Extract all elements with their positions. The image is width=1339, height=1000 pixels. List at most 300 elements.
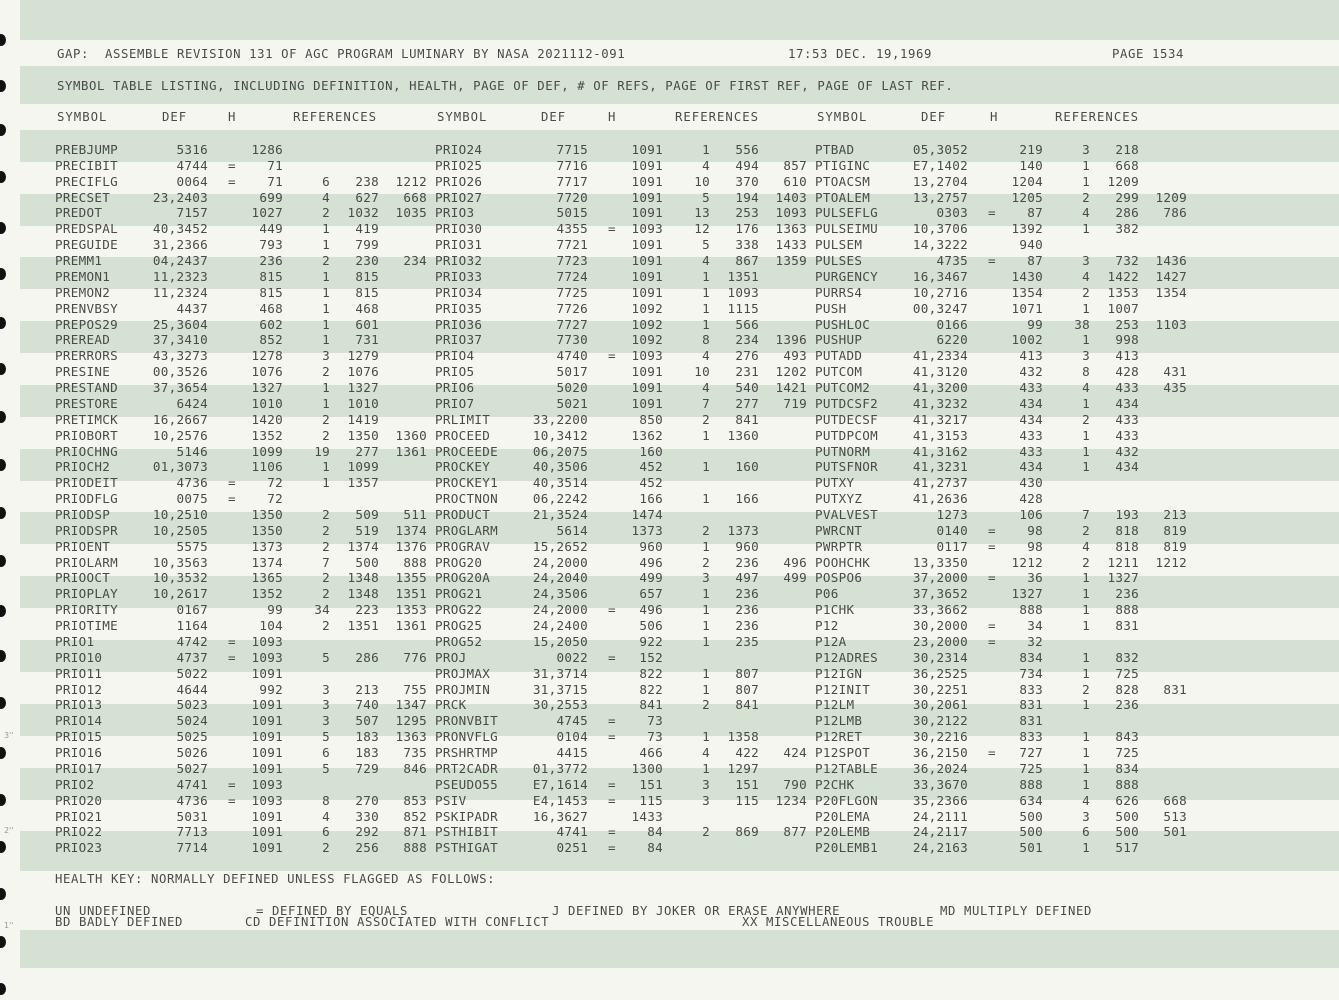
page-of-def: 1091	[251, 840, 283, 856]
health-flag: =	[988, 618, 996, 634]
definition: 14,3222	[912, 237, 968, 253]
definition: 25,3604	[152, 316, 208, 332]
page-of-def: 506	[639, 618, 663, 634]
margin-mark: 2''	[4, 826, 14, 835]
symbol-name: PREREAD	[55, 332, 111, 348]
first-ref: 330	[355, 808, 379, 824]
table-row	[0, 396, 1339, 412]
first-ref: 1348	[347, 586, 379, 602]
symbol-name: PSTHIBIT	[435, 824, 499, 840]
definition: 41,2334	[912, 348, 968, 364]
last-ref: 857	[783, 157, 807, 173]
symbol-name: P06	[815, 586, 839, 602]
table-row	[0, 253, 1339, 269]
definition: 24,2111	[912, 808, 968, 824]
first-ref: 1327	[1107, 570, 1139, 586]
page-of-def: 73	[647, 713, 663, 729]
first-ref: 807	[735, 665, 759, 681]
table-row	[0, 459, 1339, 475]
definition: 5022	[176, 665, 208, 681]
definition: 10,2716	[912, 284, 968, 300]
page-of-def: 104	[259, 618, 283, 634]
page-of-def: 602	[259, 316, 283, 332]
page-of-def: 1373	[251, 538, 283, 554]
col-header-def: DEF	[921, 110, 947, 124]
last-ref: 496	[783, 554, 807, 570]
symbol-name: P12RET	[815, 729, 863, 745]
last-ref: 1035	[395, 205, 427, 221]
last-ref: 1359	[775, 253, 807, 269]
first-ref: 433	[1115, 380, 1139, 396]
last-ref: 1354	[1155, 284, 1187, 300]
first-ref: 176	[735, 221, 759, 237]
page-of-def: 1091	[631, 364, 663, 380]
first-ref: 729	[355, 760, 379, 776]
symbol-name: PTIGINC	[815, 157, 871, 173]
ref-count: 1	[322, 268, 330, 284]
page-of-def: 219	[1019, 142, 1043, 157]
col-header-health: H	[608, 110, 617, 124]
ref-count: 2	[322, 840, 330, 856]
definition: 04,2437	[152, 253, 208, 269]
definition: 30,2553	[532, 697, 588, 713]
first-ref: 468	[355, 300, 379, 316]
ref-count: 6	[322, 173, 330, 189]
last-ref: 234	[403, 253, 427, 269]
last-ref: 819	[1163, 538, 1187, 554]
symbol-name: PRIOPLAY	[55, 586, 119, 602]
definition: 5146	[176, 443, 208, 459]
definition: 36,2024	[912, 760, 968, 776]
health-key-bd: BD BADLY DEFINED	[55, 915, 184, 929]
table-row	[0, 317, 1339, 333]
definition: 41,3200	[912, 380, 968, 396]
page-of-def: 1420	[251, 411, 283, 427]
ref-count: 2	[1082, 411, 1090, 427]
symbol-name: P20LEMA	[815, 808, 871, 824]
col-header-references: REFERENCES	[675, 110, 760, 124]
page-of-def: 1010	[251, 395, 283, 411]
first-ref: 507	[355, 713, 379, 729]
symbol-name: PRIO23	[55, 840, 103, 856]
symbol-name: PROG20	[435, 554, 483, 570]
page-of-def: 1204	[1011, 173, 1043, 189]
symbol-name: PRIODSPR	[55, 522, 119, 538]
ref-count: 1	[702, 760, 710, 776]
last-ref: 819	[1163, 522, 1187, 538]
ref-count: 1	[1082, 332, 1090, 348]
first-ref: 500	[1115, 808, 1139, 824]
first-ref: 1358	[727, 729, 759, 745]
symbol-name: PROJ	[435, 649, 467, 665]
definition: 37,2000	[912, 570, 968, 586]
health-key-eq: = DEFINED BY EQUALS	[256, 904, 409, 918]
symbol-name: P12LM	[815, 697, 855, 713]
first-ref: 1211	[1107, 554, 1139, 570]
table-row	[0, 570, 1339, 586]
health-flag: =	[228, 491, 236, 507]
first-ref: 433	[1115, 427, 1139, 443]
symbol-name: PUSH	[815, 300, 847, 316]
definition: 4415	[556, 745, 588, 761]
symbol-name: PROCEEDE	[435, 443, 499, 459]
ref-count: 2	[1082, 189, 1090, 205]
first-ref: 998	[1115, 332, 1139, 348]
first-ref: 831	[1115, 618, 1139, 634]
first-ref: 253	[735, 205, 759, 221]
symbol-name: PSTHIGAT	[435, 840, 499, 856]
definition: 24,3506	[532, 586, 588, 602]
first-ref: 236	[1115, 586, 1139, 602]
page-of-def: 433	[1019, 380, 1043, 396]
ref-count: 1	[702, 538, 710, 554]
first-ref: 256	[355, 840, 379, 856]
first-ref: 422	[735, 745, 759, 761]
health-flag: =	[988, 522, 996, 538]
health-flag: =	[608, 792, 616, 808]
definition: 41,3162	[912, 443, 968, 459]
symbol-name: PRIO24	[435, 142, 483, 157]
table-row	[0, 761, 1339, 777]
symbol-name: PRIOOCT	[55, 570, 111, 586]
ref-count: 8	[322, 792, 330, 808]
last-ref: 1363	[775, 221, 807, 237]
definition: 15,2050	[532, 633, 588, 649]
health-key-cd: CD DEFINITION ASSOCIATED WITH CONFLICT	[245, 915, 550, 929]
first-ref: 428	[1115, 364, 1139, 380]
symbol-name: PRIO27	[435, 189, 483, 205]
symbol-name: PRIO22	[55, 824, 103, 840]
first-ref: 235	[735, 633, 759, 649]
definition: 7725	[556, 284, 588, 300]
first-ref: 869	[735, 824, 759, 840]
page-of-def: 1205	[1011, 189, 1043, 205]
page-of-def: 1091	[631, 268, 663, 284]
first-ref: 725	[1115, 665, 1139, 681]
page-of-def: 413	[1019, 348, 1043, 364]
page-of-def: 1354	[1011, 284, 1043, 300]
first-ref: 432	[1115, 443, 1139, 459]
definition: 00,3247	[912, 300, 968, 316]
ref-count: 1	[1082, 745, 1090, 761]
first-ref: 223	[355, 602, 379, 618]
timestamp: 17:53 DEC. 19,1969	[788, 47, 933, 61]
last-ref: 755	[403, 681, 427, 697]
ref-count: 1	[322, 237, 330, 253]
definition: 01,3073	[152, 459, 208, 475]
first-ref: 277	[355, 443, 379, 459]
ref-count: 1	[1082, 443, 1090, 459]
ref-count: 3	[1082, 348, 1090, 364]
symbol-name: PUSHLOC	[815, 316, 871, 332]
ref-count: 2	[1082, 284, 1090, 300]
definition: 35,2366	[912, 792, 968, 808]
definition: 31,3714	[532, 665, 588, 681]
last-ref: 499	[783, 570, 807, 586]
definition: 5031	[176, 808, 208, 824]
definition: 24,2163	[912, 840, 968, 856]
symbol-name: PUTSFNOR	[815, 459, 879, 475]
symbol-name: PRIO15	[55, 729, 103, 745]
first-ref: 236	[735, 618, 759, 634]
page-of-def: 1093	[251, 776, 283, 792]
health-key-title: HEALTH KEY: NORMALLY DEFINED UNLESS FLAGGED AS FOLLOWS:	[55, 872, 496, 886]
definition: 16,3627	[532, 808, 588, 824]
last-ref: 1403	[775, 189, 807, 205]
last-ref: 1396	[775, 332, 807, 348]
col-header-health: H	[990, 110, 999, 124]
first-ref: 270	[355, 792, 379, 808]
symbol-name: PRESTORE	[55, 395, 119, 411]
ref-count: 8	[1082, 364, 1090, 380]
first-ref: 519	[355, 522, 379, 538]
first-ref: 434	[1115, 395, 1139, 411]
page-of-def: 466	[639, 745, 663, 761]
definition: 10,2505	[152, 522, 208, 538]
page-of-def: 1091	[251, 665, 283, 681]
page-of-def: 430	[1019, 475, 1043, 491]
ref-count: 3	[322, 697, 330, 713]
health-flag: =	[608, 602, 616, 618]
table-row	[0, 348, 1339, 364]
page-of-def: 140	[1019, 157, 1043, 173]
page-of-def: 160	[639, 443, 663, 459]
definition: 13,2757	[912, 189, 968, 205]
first-ref: 1350	[347, 427, 379, 443]
page-of-def: 1071	[1011, 300, 1043, 316]
symbol-name: PUTXY	[815, 475, 855, 491]
definition: 30,2216	[912, 729, 968, 745]
definition: 30,2251	[912, 681, 968, 697]
symbol-name: PUTADD	[815, 348, 863, 364]
first-ref: 1373	[727, 522, 759, 538]
symbol-name: PULSEIMU	[815, 221, 879, 237]
ref-count: 4	[702, 380, 710, 396]
page-of-def: 657	[639, 586, 663, 602]
page-of-def: 433	[1019, 443, 1043, 459]
table-row	[0, 840, 1339, 856]
first-ref: 236	[735, 602, 759, 618]
ref-count: 4	[702, 157, 710, 173]
symbol-name: PRESINE	[55, 364, 111, 380]
symbol-name: PSKIPADR	[435, 808, 499, 824]
health-flag: =	[608, 729, 616, 745]
symbol-name: PUTXYZ	[815, 491, 863, 507]
table-row	[0, 142, 1339, 158]
ref-count: 38	[1074, 316, 1090, 332]
symbol-name: PRECSET	[55, 189, 111, 205]
page-of-def: 634	[1019, 792, 1043, 808]
last-ref: 719	[783, 395, 807, 411]
page-of-def: 106	[1019, 507, 1043, 522]
page-of-def: 1091	[631, 142, 663, 157]
table-row	[0, 285, 1339, 301]
symbol-name: PROCTNON	[435, 491, 499, 507]
symbol-name: P12A	[815, 633, 847, 649]
last-ref: 831	[1163, 681, 1187, 697]
definition: 30,2061	[912, 697, 968, 713]
ref-count: 1	[322, 380, 330, 396]
first-ref: 1032	[347, 205, 379, 221]
ref-count: 1	[702, 602, 710, 618]
feed-hole	[0, 983, 6, 995]
first-ref: 183	[355, 729, 379, 745]
first-ref: 601	[355, 316, 379, 332]
page-of-def: 72	[267, 475, 283, 491]
page-of-def: 834	[1019, 649, 1043, 665]
table-row	[0, 428, 1339, 444]
first-ref: 1327	[347, 380, 379, 396]
first-ref: 292	[355, 824, 379, 840]
first-ref: 253	[1115, 316, 1139, 332]
symbol-name: PRIO21	[55, 808, 103, 824]
page-of-def: 1091	[631, 380, 663, 396]
table-row	[0, 793, 1339, 809]
page-of-def: 727	[1019, 745, 1043, 761]
ref-count: 4	[1082, 268, 1090, 284]
table-row	[0, 174, 1339, 190]
ref-count: 1	[702, 284, 710, 300]
table-row	[0, 444, 1339, 460]
last-ref: 1295	[395, 713, 427, 729]
ref-count: 2	[1082, 554, 1090, 570]
first-ref: 230	[355, 253, 379, 269]
definition: 4742	[176, 633, 208, 649]
definition: 5020	[556, 380, 588, 396]
table-row	[0, 380, 1339, 396]
table-row	[0, 618, 1339, 634]
ref-count: 1	[702, 618, 710, 634]
symbol-name: P12LMB	[815, 713, 863, 729]
definition: 15,2652	[532, 538, 588, 554]
page-of-def: 84	[647, 824, 663, 840]
page-of-def: 940	[1019, 237, 1043, 253]
definition: 36,2525	[912, 665, 968, 681]
last-ref: 1361	[395, 618, 427, 634]
last-ref: 1212	[395, 173, 427, 189]
page-of-def: 1093	[251, 633, 283, 649]
first-ref: 815	[355, 268, 379, 284]
definition: 40,3514	[532, 475, 588, 491]
table-row	[0, 269, 1339, 285]
ref-count: 1	[1082, 618, 1090, 634]
page-of-def: 1278	[251, 348, 283, 364]
symbol-name: PRIODEIT	[55, 475, 119, 491]
health-key-un: UN UNDEFINED	[55, 904, 152, 918]
page-of-def: 1091	[251, 824, 283, 840]
health-flag: =	[228, 649, 236, 665]
symbol-name: PRIO2	[55, 776, 95, 792]
page-of-def: 822	[639, 665, 663, 681]
ref-count: 3	[702, 776, 710, 792]
first-ref: 960	[735, 538, 759, 554]
definition: 24,2400	[532, 618, 588, 634]
page-of-def: 1093	[251, 649, 283, 665]
definition: 7720	[556, 189, 588, 205]
page-of-def: 992	[259, 681, 283, 697]
first-ref: 627	[355, 189, 379, 205]
col-header-symbol: SYMBOL	[817, 110, 868, 124]
symbol-name: PROG21	[435, 586, 483, 602]
ref-count: 6	[322, 745, 330, 761]
symbol-name: PRIO11	[55, 665, 103, 681]
symbol-name: PREPOS29	[55, 316, 119, 332]
definition: 23,2403	[152, 189, 208, 205]
symbol-name: PUTDCSF2	[815, 395, 879, 411]
page-of-def: 1352	[251, 427, 283, 443]
symbol-name: PRIO36	[435, 316, 483, 332]
ref-count: 13	[694, 205, 710, 221]
definition: 10,3706	[912, 221, 968, 237]
page-of-def: 831	[1019, 697, 1043, 713]
page-of-def: 73	[647, 729, 663, 745]
first-ref: 834	[1115, 760, 1139, 776]
ref-count: 3	[1082, 253, 1090, 269]
page-of-def: 1106	[251, 459, 283, 475]
page-of-def: 888	[1019, 602, 1043, 618]
page-of-def: 499	[639, 570, 663, 586]
last-ref: 1374	[395, 522, 427, 538]
definition: 41,3120	[912, 364, 968, 380]
symbol-name: P12TABLE	[815, 760, 879, 776]
definition: 10,2510	[152, 507, 208, 522]
ref-count: 1	[1082, 221, 1090, 237]
definition: 01,3772	[532, 760, 588, 776]
ref-count: 4	[322, 189, 330, 205]
first-ref: 151	[735, 776, 759, 792]
page-of-def: 888	[1019, 776, 1043, 792]
symbol-name: PRIORITY	[55, 602, 119, 618]
last-ref: 1427	[1155, 268, 1187, 284]
symbol-name: PRIO10	[55, 649, 103, 665]
health-flag: =	[228, 776, 236, 792]
last-ref: 668	[1163, 792, 1187, 808]
ref-count: 2	[322, 586, 330, 602]
last-ref: 888	[403, 554, 427, 570]
first-ref: 626	[1115, 792, 1139, 808]
page-of-def: 432	[1019, 364, 1043, 380]
last-ref: 877	[783, 824, 807, 840]
page-of-def: 236	[259, 253, 283, 269]
ref-count: 1	[1082, 602, 1090, 618]
last-ref: 1351	[395, 586, 427, 602]
table-row	[0, 301, 1339, 317]
ref-count: 1	[1082, 776, 1090, 792]
page-of-def: 1091	[631, 395, 663, 411]
health-flag: =	[228, 792, 236, 808]
page-of-def: 1091	[631, 284, 663, 300]
definition: 5015	[556, 205, 588, 221]
definition: 7721	[556, 237, 588, 253]
last-ref: 1234	[775, 792, 807, 808]
ref-count: 1	[1082, 157, 1090, 173]
definition: 7713	[176, 824, 208, 840]
page-of-def: 1091	[251, 760, 283, 776]
last-ref: 1209	[1155, 189, 1187, 205]
definition: 4735	[936, 253, 968, 269]
ref-count: 1	[1082, 586, 1090, 602]
definition: 0064	[176, 173, 208, 189]
page-number: PAGE 1534	[1112, 47, 1185, 61]
definition: 41,3217	[912, 411, 968, 427]
symbol-name: PUSHUP	[815, 332, 863, 348]
first-ref: 494	[735, 157, 759, 173]
definition: E7,1614	[532, 776, 588, 792]
symbol-name: PRIO3	[435, 205, 475, 221]
first-ref: 517	[1115, 840, 1139, 856]
page-of-def: 1352	[251, 586, 283, 602]
ref-count: 1	[322, 475, 330, 491]
